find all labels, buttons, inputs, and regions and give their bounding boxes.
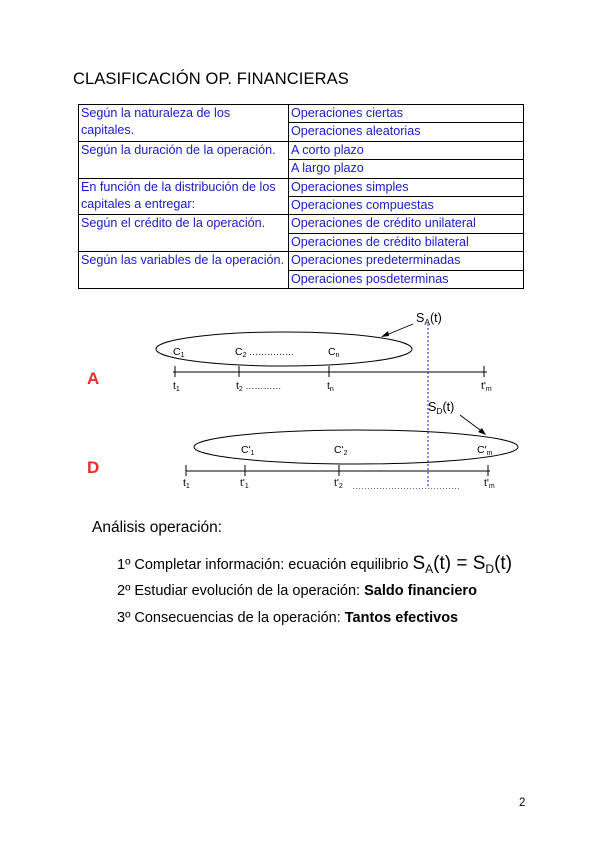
criterion-cell: Según la naturaleza de los capitales. xyxy=(79,105,289,142)
sa-function-label: $S_A(t)$ xyxy=(416,311,442,327)
capital-label: C1 xyxy=(173,346,185,359)
operation-d-label: D xyxy=(87,458,100,477)
page-title: CLASIFICACIÓN OP. FINANCIERAS xyxy=(73,70,349,88)
capital-label: C2 …………… xyxy=(235,346,295,359)
sa-arrow-head xyxy=(381,331,389,337)
time-label: t2 ………… xyxy=(236,380,282,393)
criterion-cell: En función de la distribución de los capitales a entregar: xyxy=(79,178,289,215)
type-cell: Operaciones ciertas xyxy=(289,105,524,123)
analysis-step-2: 2º Estudiar evolución de la operación: Saldo financiero xyxy=(117,583,477,599)
criterion-cell: Según la duración de la operación. xyxy=(79,141,289,178)
time-label: t1 xyxy=(173,380,180,393)
operation-a-capitals xyxy=(173,346,340,359)
criterion-cell: Según las variables de la operación. xyxy=(79,252,289,289)
type-cell: Operaciones compuestas xyxy=(289,197,524,215)
time-label: t'm xyxy=(481,380,492,393)
analysis-step-1: 1º Completar información: ecuación equilibrio $S_A(t) = S_D(t)$ xyxy=(117,553,513,576)
capital-label: C'm xyxy=(477,444,493,457)
time-label: t'm xyxy=(484,477,495,490)
operation-a-times xyxy=(173,380,492,393)
d-time-dots: ……………………………… xyxy=(352,481,460,491)
type-cell: A corto plazo xyxy=(289,141,524,159)
type-cell: Operaciones aleatorias xyxy=(289,123,524,141)
capital-label: C'1 xyxy=(241,444,255,457)
type-cell: Operaciones de crédito unilateral xyxy=(289,215,524,233)
time-label: t'2 xyxy=(334,477,343,490)
type-cell: Operaciones simples xyxy=(289,178,524,196)
operation-a-label: A xyxy=(87,369,100,388)
page-number: 2 xyxy=(519,797,526,809)
type-cell: Operaciones predeterminadas xyxy=(289,252,524,270)
capital-label: Cn xyxy=(328,346,340,359)
type-cell: Operaciones de crédito bilateral xyxy=(289,233,524,251)
capital-label: C'2 xyxy=(334,444,348,457)
time-label: tn xyxy=(327,380,334,393)
analysis-heading: Análisis operación: xyxy=(92,519,223,536)
operation-d-capitals xyxy=(241,444,493,457)
type-cell: A largo plazo xyxy=(289,160,524,178)
time-label: t'1 xyxy=(240,477,249,490)
equilibrium-equation: $S_A(t) = S_D(t)$ xyxy=(412,553,513,576)
analysis-step-3: 3º Consecuencias de la operación: Tantos efectivos xyxy=(117,610,459,626)
criterion-cell: Según el crédito de la operación. xyxy=(79,215,289,252)
time-label: t1 xyxy=(183,477,190,490)
sd-function-label: $S_D(t)$ xyxy=(428,400,455,416)
type-cell: Operaciones posdeterminas xyxy=(289,270,524,288)
